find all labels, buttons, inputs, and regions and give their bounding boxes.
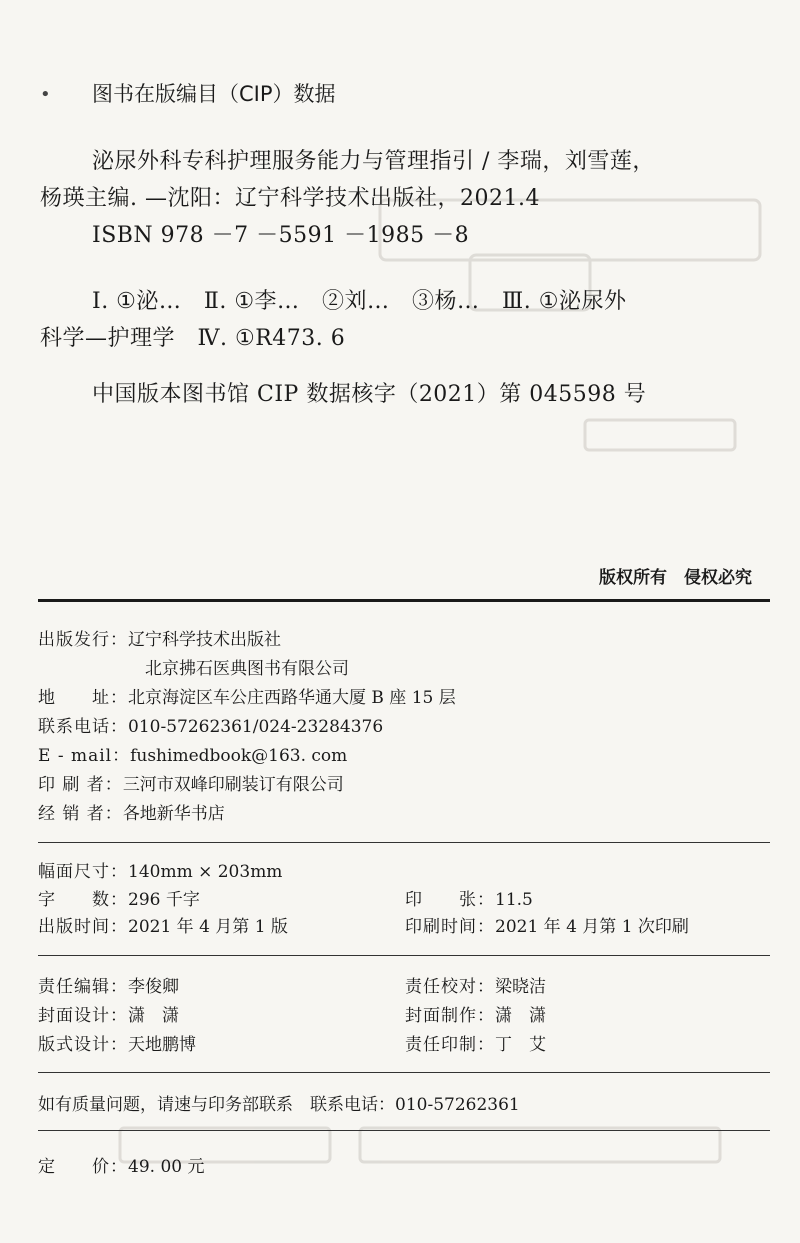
phone-label: 联系电话： — [38, 717, 128, 737]
print-time-label: 印刷时间： — [405, 917, 495, 937]
email-label: E - mail： — [38, 746, 131, 766]
editor-label: 责任编辑： — [38, 977, 128, 997]
editor-row — [38, 972, 179, 997]
size-row — [38, 857, 282, 882]
proofreader-value: 梁晓洁 — [495, 977, 546, 997]
printer-row — [38, 770, 344, 795]
size-value: 140mm × 203mm — [128, 862, 283, 882]
printer-value: 三河市双峰印刷装订有限公司 — [122, 775, 344, 795]
sheets-value: 11.5 — [495, 890, 533, 910]
cover-production-label: 封面制作： — [405, 1006, 495, 1026]
word-count-row — [38, 885, 200, 910]
print-supervisor-label: 责任印制： — [405, 1035, 495, 1055]
divider-staff — [38, 955, 770, 956]
divider-price — [38, 1130, 770, 1131]
address-row — [38, 683, 456, 708]
print-time-value: 2021 年 4 月第 1 次印刷 — [495, 917, 689, 937]
cover-design-label: 封面设计： — [38, 1006, 128, 1026]
distributor-row — [38, 799, 225, 824]
cip-title-line: 泌尿外科专科护理服务能力与管理指引 / 李瑞，刘雪莲， — [92, 149, 655, 174]
print-supervisor-row — [405, 1030, 546, 1055]
cip-classification-line2: 科学—护理学 Ⅳ. ①R473. 6 — [40, 326, 346, 351]
cover-design-row — [38, 1001, 179, 1026]
email-row — [38, 741, 347, 766]
phone-row — [38, 712, 383, 737]
cip-heading: 图书在版编目（CIP）数据 — [92, 82, 336, 106]
publisher-row — [38, 625, 281, 650]
print-time-row — [405, 912, 689, 937]
address-label: 地 址： — [38, 688, 128, 708]
distributor-value: 各地新华书店 — [122, 804, 225, 824]
cover-production-value: 潇 潇 — [495, 1006, 546, 1026]
distributor-label: 经 销 者： — [38, 804, 123, 824]
layout-design-label: 版式设计： — [38, 1035, 128, 1055]
publish-time-row — [38, 912, 288, 937]
sheets-row — [405, 885, 533, 910]
layout-design-row — [38, 1030, 196, 1055]
size-label: 幅面尺寸： — [38, 862, 128, 882]
cip-isbn: ISBN 978 －7 －5591 －1985 －8 — [92, 223, 470, 248]
printer-label: 印 刷 者： — [38, 775, 123, 795]
publisher-label: 出版发行： — [38, 630, 128, 650]
word-count-value: 296 千字 — [128, 890, 200, 910]
publish-time-label: 出版时间： — [38, 917, 128, 937]
publish-time-value: 2021 年 4 月第 1 版 — [128, 917, 288, 937]
email-value: fushimedbook@163. com — [130, 746, 348, 766]
proofreader-label: 责任校对： — [405, 977, 495, 997]
divider-top — [38, 599, 770, 602]
price-row — [38, 1152, 204, 1177]
cip-classification-line1: Ⅰ. ①泌… Ⅱ. ①李… ②刘… ③杨… Ⅲ. ①泌尿外 — [92, 289, 627, 314]
bullet-dot: • — [40, 84, 51, 105]
price-label: 定 价： — [38, 1157, 128, 1177]
phone-value: 010-57262361/024-23284376 — [128, 717, 384, 737]
print-supervisor-value: 丁 艾 — [495, 1035, 546, 1055]
cip-editor-line: 杨瑛主编. —沈阳：辽宁科学技术出版社，2021.4 — [40, 186, 540, 211]
quality-notice: 如有质量问题，请速与印务部联系 联系电话：010-57262361 — [38, 1095, 520, 1115]
cover-design-value: 潇 潇 — [128, 1006, 179, 1026]
proofreader-row — [405, 972, 546, 997]
address-value: 北京海淀区车公庄西路华通大厦 B 座 15 层 — [128, 688, 456, 708]
copyright-notice: 版权所有 侵权必究 — [599, 568, 752, 588]
cip-verification: 中国版本图书馆 CIP 数据核字（2021）第 045598 号 — [92, 382, 647, 407]
publisher-value: 辽宁科学技术出版社 — [128, 630, 281, 650]
layout-design-value: 天地鹏博 — [128, 1035, 196, 1055]
price-value: 49. 00 元 — [128, 1157, 205, 1177]
sheets-label: 印 张： — [405, 890, 495, 910]
divider-format — [38, 842, 770, 843]
divider-quality — [38, 1072, 770, 1073]
co-publisher-value: 北京拂石医典图书有限公司 — [145, 659, 349, 679]
cover-production-row — [405, 1001, 546, 1026]
word-count-label: 字 数： — [38, 890, 128, 910]
editor-value: 李俊卿 — [128, 977, 179, 997]
